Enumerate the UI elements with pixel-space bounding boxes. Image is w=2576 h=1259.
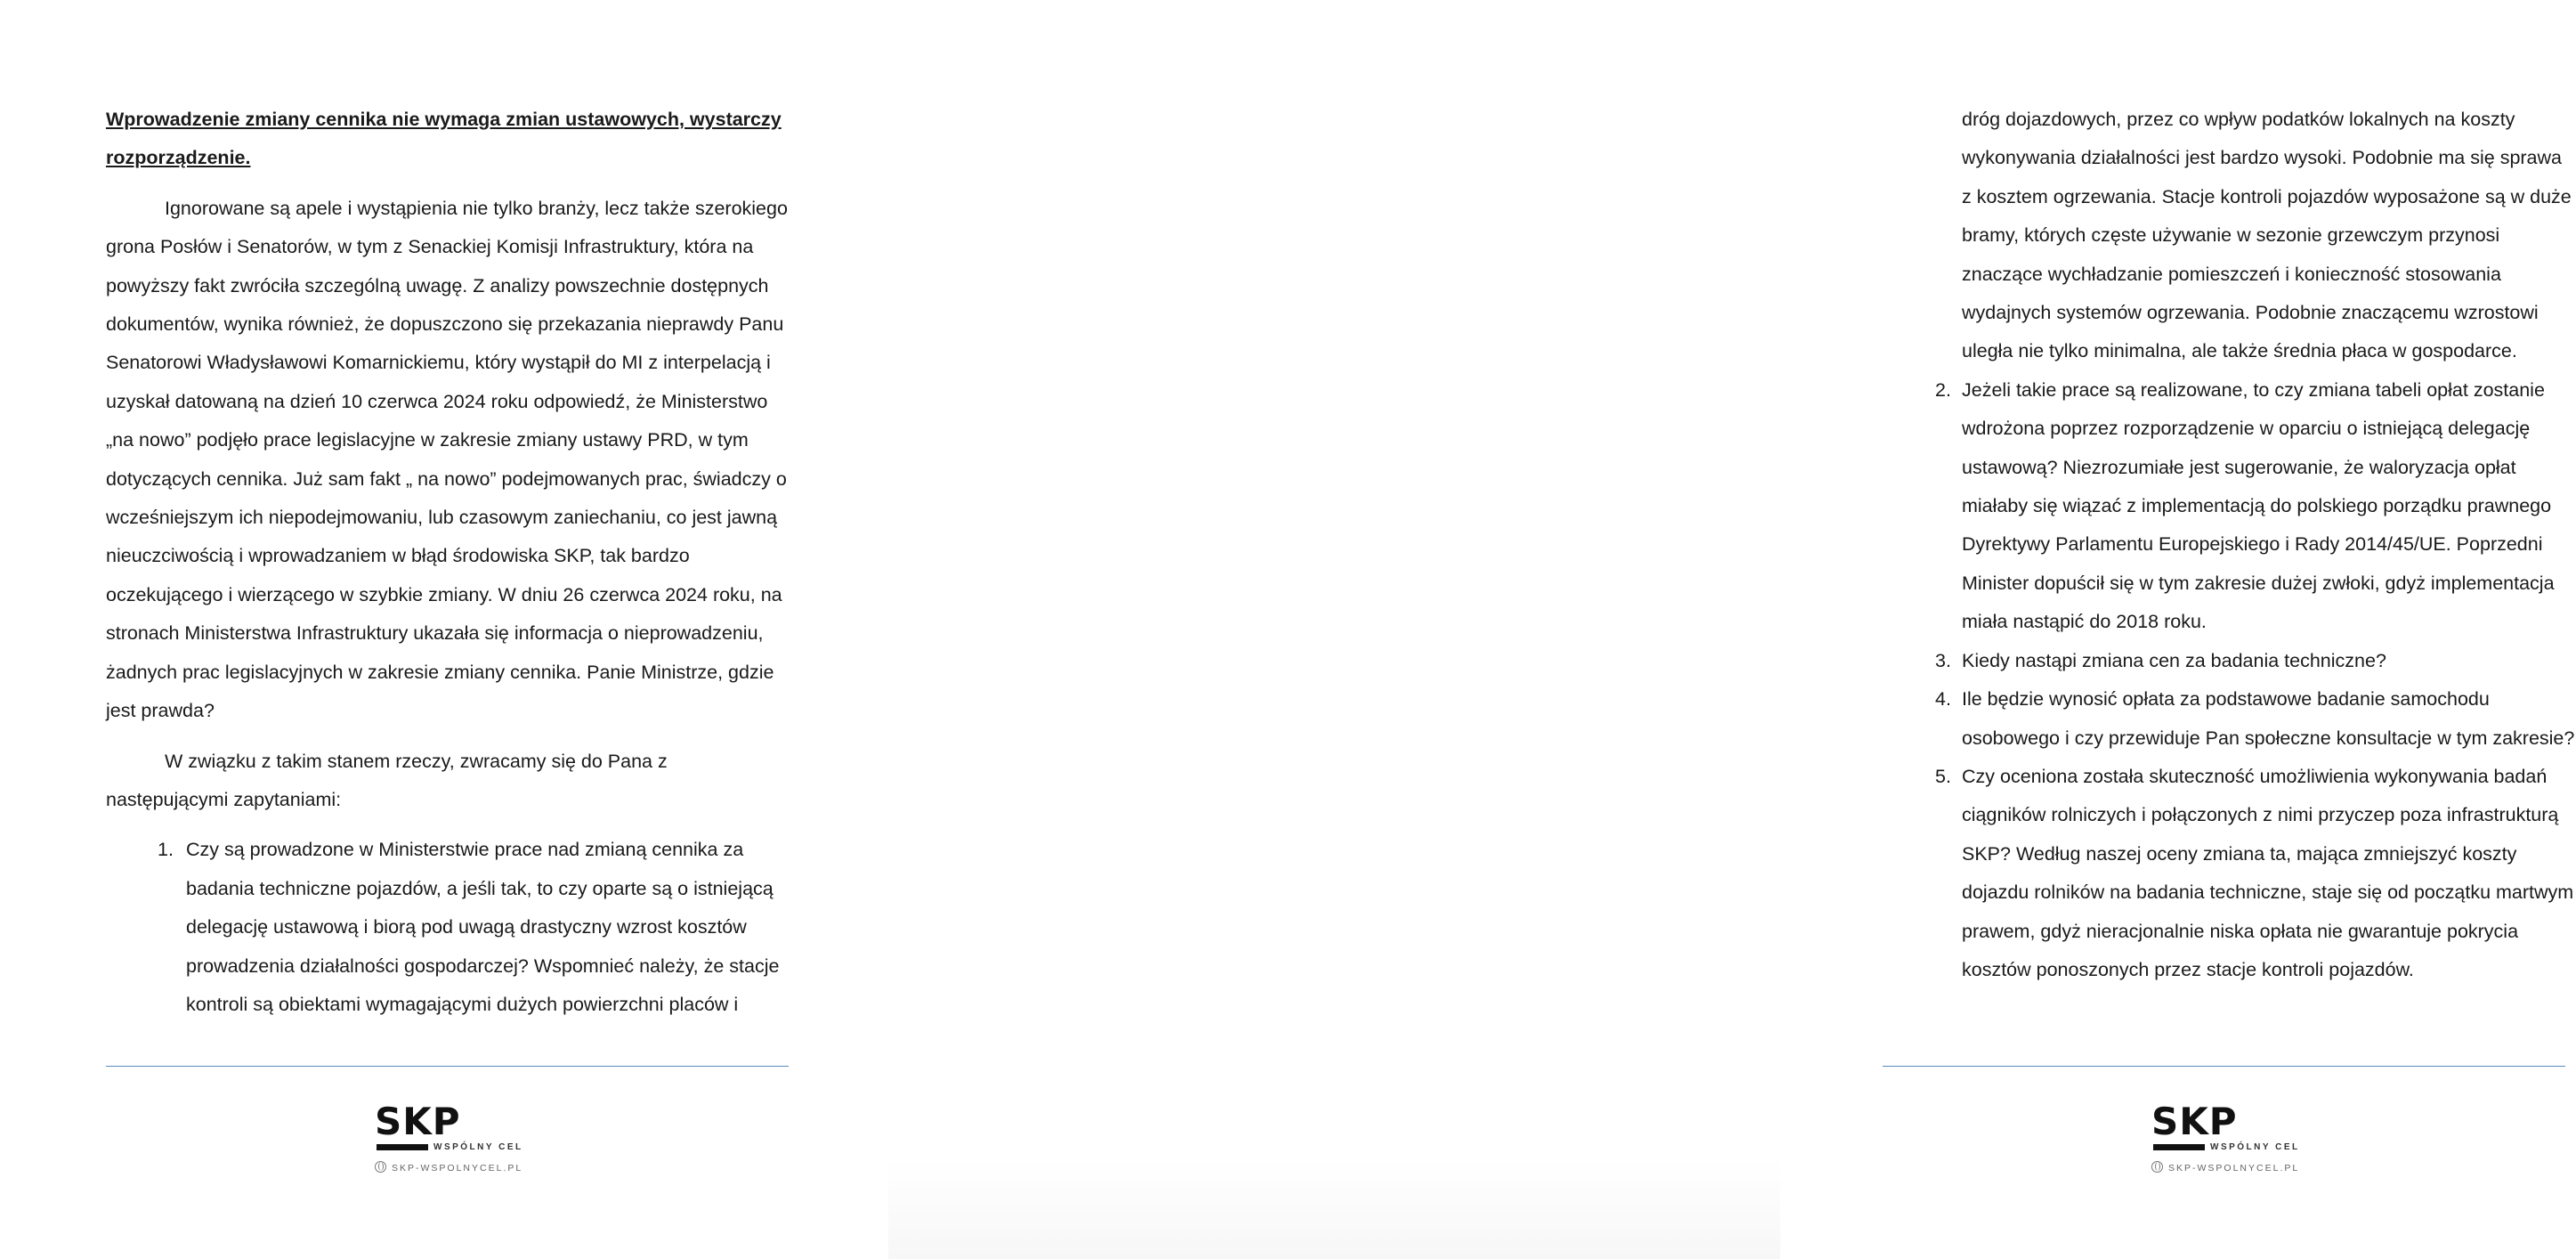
logo-url-text: SKP-WSPOLNYCEL.PL [392,1163,523,1174]
list-number: 4. [1935,688,1951,711]
list-item [1935,758,2576,989]
list-number: 1. [158,839,174,861]
footer-divider [1883,1066,2565,1067]
globe-icon [375,1161,386,1173]
skp-logo [375,1102,544,1182]
logo-wordmark: SKP [2151,1100,2238,1143]
list-number: 3. [1935,649,1951,671]
question-list-right [1935,371,2576,990]
question-list-left [106,831,791,1024]
logo-tagline: WSPÓLNY CEL [433,1142,523,1152]
question-text: Ile będzie wynosić opłata za podstawowe badanie samochodu osobowego i czy przewiduje Pan społeczne konsultacje w tym zakresie? [1962,688,2575,749]
logo-website [2151,1161,2299,1174]
section-heading [106,101,791,178]
question-text: Kiedy nastąpi zmiana cen za badania techniczne? [1962,649,2386,671]
heading-line-1: Wprowadzenie zmiany cennika nie wymaga zmian ustawowych, wystarczy [106,109,782,130]
question-text: Jeżeli takie prace są realizowane, to czy zmiana tabeli opłat zostanie wdrożona poprzez rozporządzenie w oparciu o istniejącą delegację ustawową? Niezrozumiałe jest sugerowanie, że waloryzacja opłat miałaby się wiązać z implementacją do polskiego porządku prawnego Dyrektywy Parlamentu Europejskiego i Rady 2014/45/UE. Poprzedni Minister dopuścił się w tym zakresie dużej zwłoki, gdyż implementacja miała nastąpić do 2018 roku. [1962,378,2555,633]
heading-line-2: rozporządzenie. [106,147,251,169]
paragraph-questions-intro: W związku z takim stanem rzeczy, zwracamy się do Pana z następującymi zapytaniami: [106,750,668,810]
document-page-left [0,0,888,1259]
text-column-right [1935,101,2576,989]
list-item [1935,371,2576,642]
logo-underline [377,1144,428,1150]
list-item [1935,642,2576,680]
list-number: 2. [1935,378,1951,401]
question-text: Czy są prowadzone w Ministerstwie prace nad zmianą cennika za badania techniczne pojazdów, a jeśli tak, to czy oparte są o istniejącą delegację ustawową i biorą pod uwagą drastyczny wzrost kosztów prowadzenia działalności gospodarczej? Wspomnieć należy, że stacje kontroli są obiektami wymagającymi dużych powierzchni placów i [186,839,780,1015]
list-item [1935,680,2576,758]
footer-divider [106,1066,789,1067]
skp-logo [2151,1102,2321,1182]
logo-tagline: WSPÓLNY CEL [2210,1142,2300,1152]
logo-wordmark: SKP [375,1100,461,1143]
globe-icon [2151,1161,2163,1173]
text-column-left [106,101,791,1024]
document-page-right [888,0,2575,1259]
list-number: 5. [1935,765,1951,787]
logo-url-text: SKP-WSPOLNYCEL.PL [2168,1163,2300,1174]
logo-underline [2153,1144,2205,1150]
list-item [106,831,791,1024]
question-text: Czy oceniona została skuteczność umożliwienia wykonywania badań ciągników rolniczych i połączonych z nimi przyczep poza infrastrukturą SKP? Według naszej oceny zmiana ta, mająca zmniejszyć koszty dojazdu rolników na badania techniczne, staje się od początku martwym prawem, gdyż nieracjonalnie niska opłata nie gwarantuje pokrycia kosztów ponoszonych przez stacje kontroli pojazdów. [1962,765,2574,980]
logo-website [375,1161,522,1174]
continued-paragraph: dróg dojazdowych, przez co wpływ podatków lokalnych na koszty wykonywania działalności jest bardzo wysoki. Podobnie ma się sprawa z kosztem ogrzewania. Stacje kontroli pojazdów wyposażone są w duże bramy, których częste używanie w sezonie grzewczym przynosi znaczące wychładzanie pomieszczeń i konieczność stosowania wydajnych systemów ogrzewania. Podobnie znaczącemu wzrostowi uległa nie tylko minimalna, ale także średnia płaca w gospodarce. [1962,109,2572,362]
paragraph-intro: Ignorowane są apele i wystąpienia nie tylko branży, lecz także szerokiego grona Posłów i Senatorów, w tym z Senackiej Komisji Infrastruktury, która na powyższy fakt zwróciła szczególną uwagę. Z analizy powszechnie dostępnych dokumentów, wynika również, że dopuszczono się przekazania nieprawdy Panu Senatorowi Władysławowi Komarnickiemu, który wystąpił do MI z interpelacją i uzyskał datowaną na dzień 10 czerwca 2024 roku odpowiedź, że Ministerstwo „na nowo” podjęło prace legislacyjne w zakresie zmiany ustawy PRD, w tym dotyczących cennika. Już sam fakt „ na nowo” podejmowanych prac, świadczy o wcześniejszym ich niepodejmowaniu, lub czasowym zaniechaniu, co jest jawną nieuczciwością i wprowadzaniem w błąd środowiska SKP, tak bardzo oczekującego i wierzącego w szybkie zmiany. W dniu 26 czerwca 2024 roku, na stronach Ministerstwa Infrastruktury ukazała się informacja o nieprowadzeniu, żadnych prac legislacyjnych w zakresie zmiany cennika. Panie Ministrze, gdzie jest prawda? [106,197,788,722]
